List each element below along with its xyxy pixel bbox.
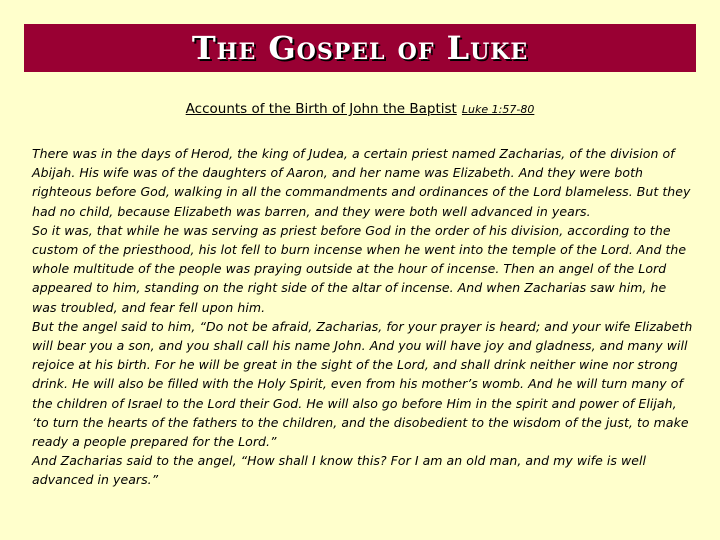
passage-paragraph: And Zacharias said to the angel, “How shall I know this? For I am an old man, and my wife is well advanced in years.” [32, 453, 646, 488]
scripture-reference: Luke 1:57-80 [461, 103, 535, 116]
passage-paragraph: But the angel said to him, “Do not be afraid, Zacharias, for your prayer is heard; and your wife Elizabeth will bear you a son, and you shall call his name John. And you will have joy and gladness, and many will rejoice at his birth. For he will be great in the sight of the Lord, and shall drink neither wine nor strong drink. He will also be filled with the Holy Spirit, even from his mother’s womb. And he will turn many of the children of Israel to the Lord their God. He will also go before Him in the spirit and power of Elijah, ‘to turn the hearts of the fathers to the children, and the disobedient to the wisdom of the just, to make ready a people prepared for the Lord.” [32, 318, 693, 450]
passage-paragraph: There was in the days of Herod, the king of Judea, a certain priest named Zacharias, of the division of Abijah. His wife was of the daughters of Aaron, and her name was Elizabeth. And they were both righteous before God, walking in all the commandments and ordinances of the Lord blameless. But they had no child, because Elizabeth was barren, and they were both well advanced in years. [32, 146, 691, 219]
title-banner [24, 24, 696, 72]
passage-paragraph: So it was, that while he was serving as priest before God in the order of his division, according to the custom of the priesthood, his lot fell to burn incense when he went into the temple of the Lord. And the whole multitude of the people was praying outside at the hour of incense. Then an angel of the Lord appeared to him, standing on the right side of the altar of incense. And when Zacharias saw him, he was troubled, and fear fell upon him. [32, 222, 687, 315]
subtitle-text: Accounts of the Birth of John the Baptist [185, 101, 457, 117]
slide-title: The Gospel of Luke [191, 29, 529, 67]
scripture-passage [32, 144, 694, 490]
subtitle-line [0, 98, 720, 117]
